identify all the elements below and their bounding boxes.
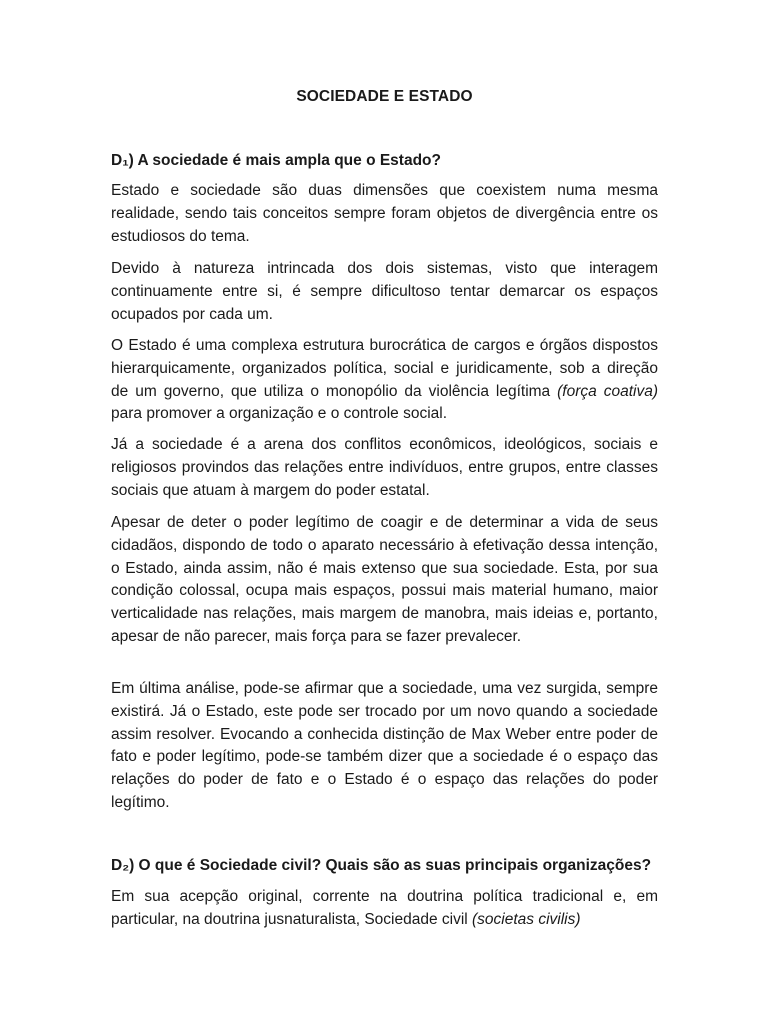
paragraph-d2-1-text: Em sua acepção original, corrente na doutrina política tradicional e, em particular, na doutrina jusnaturalista, Sociedade civil xyxy=(111,888,658,928)
paragraph-d2-1-italic: (societas civilis) xyxy=(472,910,581,928)
page-title: SOCIEDADE E ESTADO xyxy=(296,88,473,105)
paragraph-d1-3 xyxy=(111,335,658,426)
paragraph-d1-6: Em última análise, pode-se afirmar que a sociedade, uma vez surgida, sempre existirá. Já o Estado, este pode ser trocado por um novo quando a sociedade assim resolver. Evocando a conhecida distinção de Max Weber entre poder de fato e poder legítimo, pode-se também dizer que a sociedade é o espaço das relações do poder de fato e o Estado é o espaço das relações do poder legítimo. xyxy=(111,680,658,811)
paragraph-d1-4: Já a sociedade é a arena dos conflitos econômicos, ideológicos, sociais e religiosos provindos das relações entre indivíduos, entre grupos, entre classes sociais que atuam à margem do poder estatal. xyxy=(111,436,658,499)
question-d1: D₁) A sociedade é mais ampla que o Estado? xyxy=(111,152,441,169)
paragraph-d1-2: Devido à natureza intrincada dos dois sistemas, visto que interagem continuamente entre si, é sempre dificultoso tentar demarcar os espaços ocupados por cada um. xyxy=(111,260,658,323)
paragraph-d1-3-italic: (força coativa) xyxy=(557,382,658,400)
question-d2: D₂) O que é Sociedade civil? Quais são as suas principais organizações? xyxy=(111,857,652,874)
paragraph-d1-3-text: O Estado é uma complexa estrutura burocrática de cargos e órgãos dispostos hierarquicamente, organizados política, social e juridicamente, sob a direção de um governo, que utiliza o monopólio da violência legítima xyxy=(111,337,658,400)
paragraph-d2-1 xyxy=(111,886,658,932)
paragraph-d1-5: Apesar de deter o poder legítimo de coagir e de determinar a vida de seus cidadãos, dispondo de todo o aparato necessário à efetivação dessa intenção, o Estado, ainda assim, não é mais extenso que sua sociedade. Esta, por sua condição colossal, ocupa mais espaços, possui mais material humano, maior verticalidade nas relações, mais margem de manobra, mais ideias e, portanto, apesar de não parecer, mais força para se fazer prevalecer. xyxy=(111,514,658,645)
paragraph-d1-3-tail: para promover a organização e o controle social. xyxy=(111,405,448,423)
paragraph-d1-1: Estado e sociedade são duas dimensões que coexistem numa mesma realidade, sendo tais conceitos sempre foram objetos de divergência entre os estudiosos do tema. xyxy=(111,182,658,245)
